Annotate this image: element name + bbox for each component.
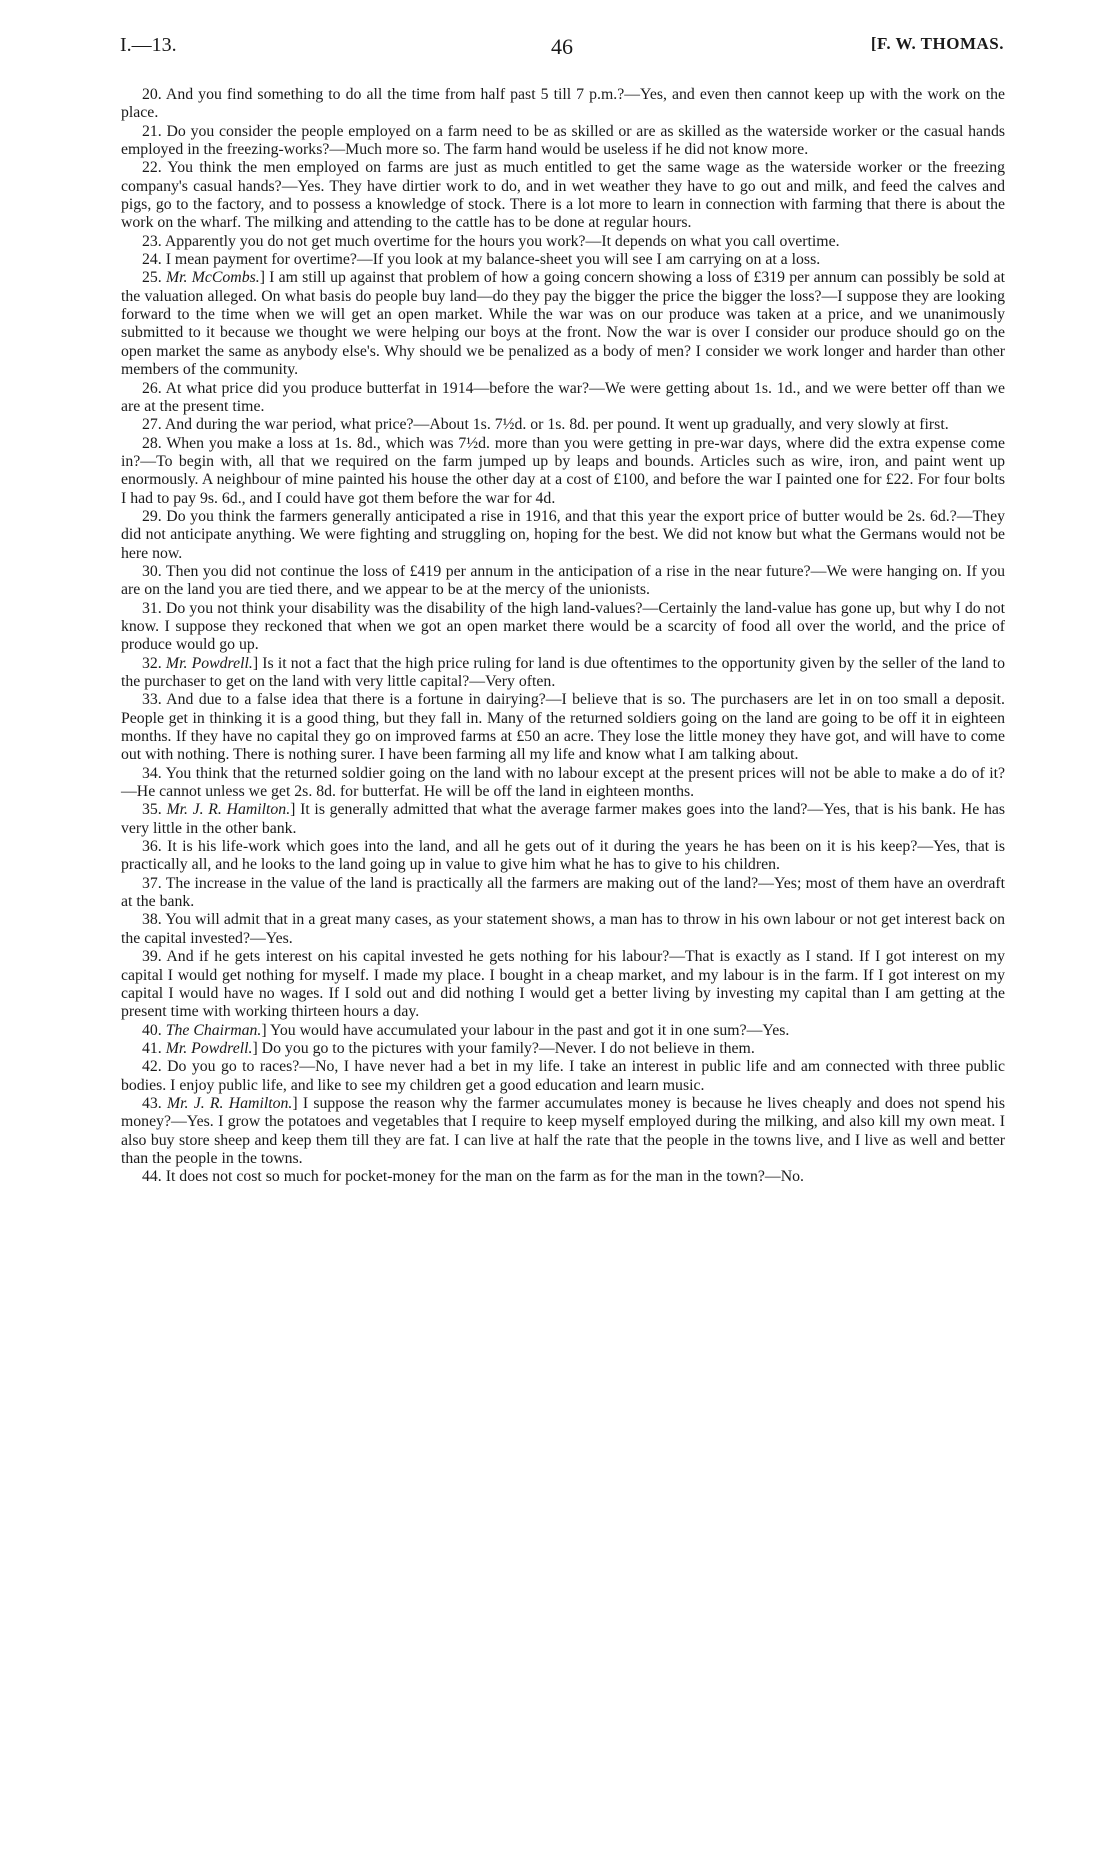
page-header: [120, 34, 1004, 64]
testimony-paragraph: [121, 691, 1005, 764]
paragraph-text: ] Do you go to the pictures with your family?—Never. I do not believe in them.: [252, 1039, 755, 1057]
paragraph-text: 21. Do you consider the people employed on a farm need to be as skilled or are as skilled as the waterside worker or the casual hands employed in the freezing-works?—Much more so. The farm hand would be useless if he did not know more.: [121, 122, 1005, 159]
testimony-paragraph: [121, 838, 1005, 875]
speaker-name: Mr. J. R. Hamilton.: [166, 801, 291, 819]
paragraph-text: 36. It is his life-work which goes into the land, and all he gets out of it during the years he has been on it is his keep?—Yes, that is practically all, and he looks to the land going up in value to give him what he has to give to his children.: [121, 838, 1005, 874]
document-reference: I.—13.: [120, 34, 177, 56]
testimony-paragraph: [121, 1168, 1005, 1186]
testimony-paragraph: [121, 251, 1005, 269]
document-body: [121, 86, 1005, 1187]
paragraph-text: ] You would have accumulated your labour in the past and got it in one sum?—Yes.: [261, 1021, 790, 1039]
page-number: 46: [551, 34, 573, 59]
question-number: 32.: [142, 654, 166, 672]
question-number: 35.: [142, 801, 167, 819]
testimony-paragraph: [121, 123, 1005, 160]
paragraph-text: 26. At what price did you produce butterfat in 1914—before the war?—We were getting about 1s. 1d., and we were better off than we are at the present time.: [121, 379, 1005, 415]
paragraph-text: 20. And you find something to do all the time from half past 5 till 7 p.m.?—Yes, and even then cannot keep up with the work on the place.: [121, 86, 1005, 122]
testimony-paragraph: [121, 269, 1005, 379]
paragraph-text: 29. Do you think the farmers generally anticipated a rise in 1916, and that this year the export price of butter would be 2s. 6d.?—They did not anticipate anything. We were fighting and struggling on, hoping for the best. We did not know but what the Germans would not be here now.: [121, 507, 1005, 562]
paragraph-text: 42. Do you go to races?—No, I have never had a bet in my life. I take an interest in public life and am connected with three public bodies. I enjoy public life, and like to see my children get a good education and learn music.: [121, 1058, 1005, 1094]
testimony-paragraph: [121, 159, 1005, 232]
testimony-paragraph: [121, 563, 1005, 600]
paragraph-text: 33. And due to a false idea that there is a fortune in dairying?—I believe that is so. The purchasers are let in on too small a deposit. People get in thinking it is a good thing, but they fall in. Many of the returned soldiers going on the land are going to be off it in eighteen months. If they have no capital they go on improved farms at £50 an acre. They lose the little money they have got, and will have to come out with nothing. There is nothing surer. I have been farming all my life and know what I am talking about.: [121, 691, 1005, 764]
paragraph-text: 31. Do you not think your disability was the disability of the high land-values?—Certainly the land-value has gone up, but why I do not know. I suppose they reckoned that when we got an open market there would be a scarcity of food all over the world, and the price of produce would go up.: [121, 599, 1005, 654]
speaker-name: Mr. Powdrell.: [165, 1039, 253, 1057]
testimony-paragraph: [121, 416, 1005, 434]
speaker-name: Mr. Powdrell.: [165, 654, 253, 672]
speaker-name: Mr. J. R. Hamilton.: [166, 1094, 293, 1112]
question-number: 25.: [142, 269, 166, 287]
paragraph-text: 37. The increase in the value of the land is practically all the farmers are making out of the land?—Yes; most of them have an overdraft at the bank.: [121, 874, 1005, 911]
paragraph-text: 34. You think that the returned soldier going on the land with no labour except at the present prices will not be able to make a do of it?—He cannot unless we get 2s. 8d. for butterfat. He will be off the land in eighteen months.: [121, 764, 1005, 801]
question-number: 41.: [142, 1039, 166, 1057]
question-number: 43.: [142, 1094, 167, 1112]
testimony-paragraph: [121, 655, 1005, 692]
testimony-paragraph: [121, 233, 1005, 251]
testimony-paragraph: [121, 86, 1005, 123]
paragraph-text: ] Is it not a fact that the high price ruling for land is due oftentimes to the opportunity given by the seller of the land to the purchaser to get on the land with very little capital?—Very often.: [121, 654, 1005, 690]
testimony-paragraph: [121, 765, 1005, 802]
paragraph-text: 38. You will admit that in a great many cases, as your statement shows, a man has to throw in his own labour or not get interest back on the capital invested?—Yes.: [121, 911, 1005, 947]
testimony-paragraph: [121, 380, 1005, 417]
question-number: 40.: [142, 1021, 166, 1039]
testimony-paragraph: [121, 1095, 1005, 1168]
paragraph-text: 39. And if he gets interest on his capital invested he gets nothing for his labour?—That is exactly as I stand. If I got interest on my capital I would get nothing for myself. I made my place. I bought in a cheap market, and my labour is in the farm. If I got interest on my capital I would have no wages. If I sold out and did nothing I would get a better living by investing my capital than I am getting at the present time with working thirteen hours a day.: [121, 948, 1005, 1021]
paragraph-text: 23. Apparently you do not get much overtime for the hours you work?—It depends on what you call overtime.: [142, 232, 840, 250]
paragraph-text: ] I suppose the reason why the farmer accumulates money is because he lives cheaply and does not spend his money?—Yes. I grow the potatoes and vegetables that I require to keep myself employed during the milking, and also kill my own meat. I also buy store sheep and keep them till they are fat. I can live at half the rate that the people in the towns live, and I live as well and better than the people in the towns.: [121, 1094, 1005, 1167]
paragraph-text: 27. And during the war period, what price?—About 1s. 7½d. or 1s. 8d. per pound. It went up gradually, and very slowly at first.: [142, 416, 949, 434]
paragraph-text: 28. When you make a loss at 1s. 8d., which was 7½d. more than you were getting in pre-war days, where did the extra expense come in?—To begin with, all that we required on the farm jumped up by leaps and bounds. Articles such as wire, iron, and paint went up enormously. A neighbour of mine painted his house the other day at a cost of £100, and before the war I painted one for £22. For four bolts I had to pay 9s. 6d., and I could have got them before the war for 4d.: [121, 434, 1005, 507]
paragraph-text: 44. It does not cost so much for pocket-money for the man on the farm as for the man in the town?—No.: [142, 1168, 804, 1186]
testimony-paragraph: [121, 948, 1005, 1021]
testimony-paragraph: [121, 801, 1005, 838]
testimony-paragraph: [121, 1058, 1005, 1095]
paragraph-text: 24. I mean payment for overtime?—If you look at my balance-sheet you will see I am carrying on at a loss.: [142, 251, 821, 269]
paragraph-text: ] It is generally admitted that what the average farmer makes goes into the land?—Yes, that is his bank. He has very little in the other bank.: [121, 801, 1006, 837]
paragraph-text: 30. Then you did not continue the loss of £419 per annum in the anticipation of a rise in the near future?—We were hanging on. If you are on the land you are tied there, and we appear to be at the mercy of the unionists.: [121, 562, 1005, 599]
speaker-name: Mr. McCombs.: [165, 269, 260, 287]
testimony-paragraph: [121, 1022, 1005, 1040]
speaker-name: The Chairman.: [165, 1021, 262, 1039]
testimony-paragraph: [121, 911, 1005, 948]
testimony-paragraph: [121, 600, 1005, 655]
paragraph-text: 22. You think the men employed on farms are just as much entitled to get the same wage as the waterside worker or the freezing company's casual hands?—Yes. They have dirtier work to do, and in wet weather they have to go out and milk, and feed the calves and pigs, go to the factory, and to possess a knowledge of stock. There is a lot more to learn in connection with farming that there is about the work on the wharf. The milking and attending to the cattle has to be done at regular hours.: [121, 159, 1005, 232]
testimony-paragraph: [121, 1040, 1005, 1058]
testimony-paragraph: [121, 875, 1005, 912]
testimony-paragraph: [121, 508, 1005, 563]
paragraph-text: ] I am still up against that problem of how a going concern showing a loss of £319 per annum can possibly be sold at the valuation alleged. On what basis do people buy land—do they pay the bigger the price the bigger the loss?—I suppose they are looking forward to the time when we will get an open market. While the war was on our produce was taken at a price, and we unanimously submitted to it because we thought we were helping our boys at the front. Now the war is over I consider our produce should go on the open market the same as anybody else's. Why should we be penalized as a body of men? I consider we work longer and harder than other members of the community.: [121, 269, 1005, 379]
witness-name: [F. W. THOMAS.: [870, 34, 1004, 53]
testimony-paragraph: [121, 435, 1005, 508]
